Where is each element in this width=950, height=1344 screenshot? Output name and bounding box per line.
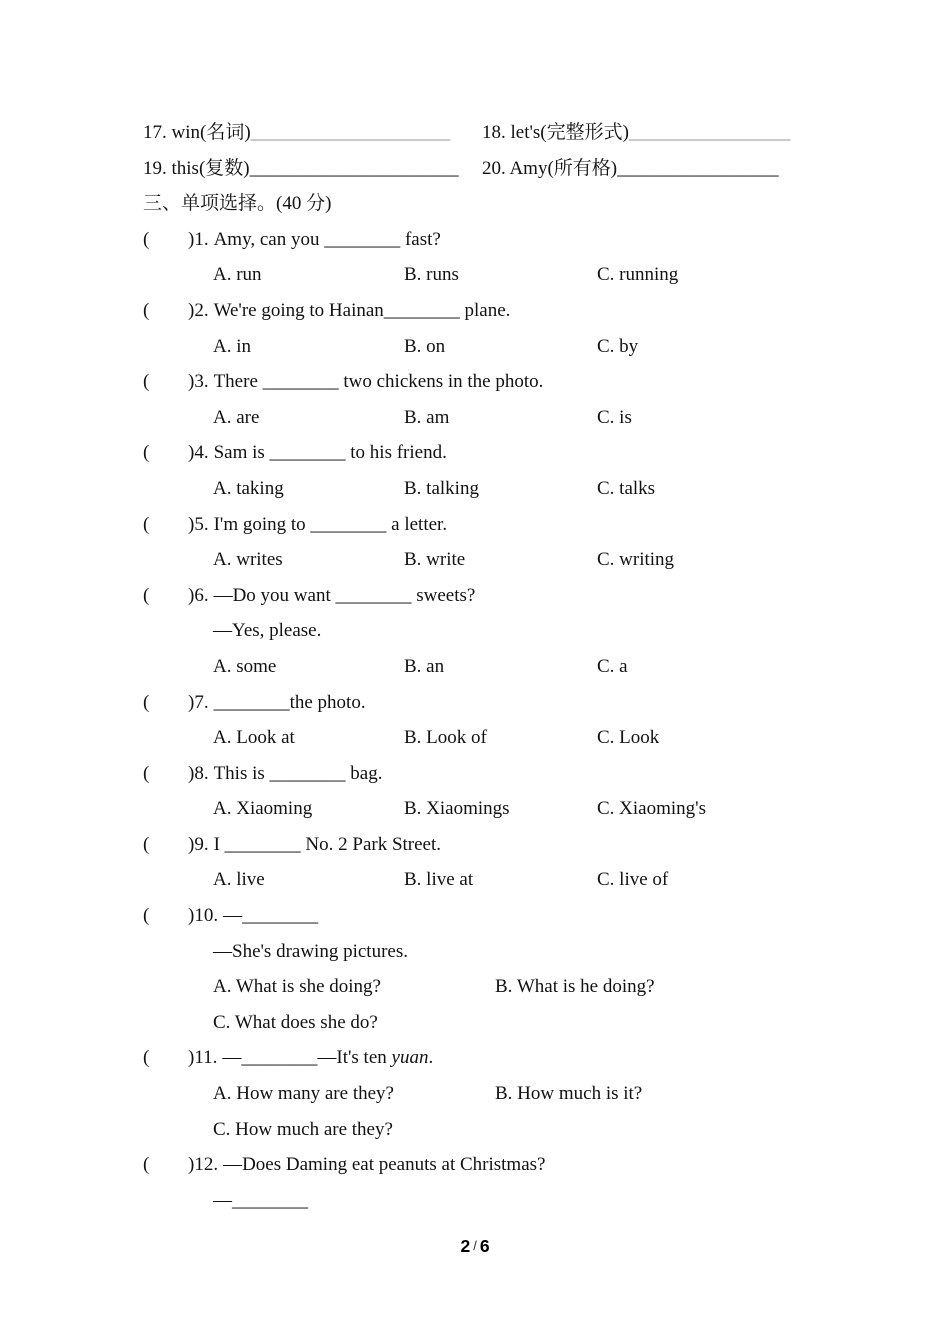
option-a: A. run (213, 264, 262, 286)
question-stem: —________ (223, 905, 319, 927)
page-current: 2 (460, 1236, 471, 1256)
word-item-label: 18. let's(完整形式) (482, 122, 629, 143)
option-b: B. talking (404, 477, 479, 499)
option-c: C. Look (597, 727, 660, 749)
question-8 (143, 756, 920, 827)
word-item-20 (482, 151, 920, 187)
answer-blank: _________________ (617, 157, 779, 179)
question-number: )10. (188, 905, 219, 927)
option-a: A. taking (213, 477, 284, 499)
word-item-label: 17. win(名词) (143, 122, 251, 143)
question-12 (143, 1147, 920, 1218)
option-b: B. Look of (404, 727, 487, 749)
option-b: B. runs (404, 264, 459, 286)
word-item-label: 20. Amy(所有格) (482, 157, 618, 179)
question-10 (143, 898, 920, 1040)
dialogue-reply: —Yes, please. (213, 620, 322, 642)
question-5 (143, 507, 920, 578)
dialogue-reply: —She's drawing pictures. (213, 940, 408, 962)
options-row (213, 329, 920, 365)
question-9 (143, 827, 920, 898)
answer-bracket: ( (143, 762, 150, 784)
question-stem: This is ________ bag. (213, 762, 383, 784)
question-stem: I'm going to ________ a letter. (213, 513, 448, 535)
question-11 (143, 1040, 920, 1147)
answer-blank: _________________ (628, 122, 791, 143)
option-c: C. Xiaoming's (597, 798, 706, 820)
answer-bracket: ( (143, 584, 150, 606)
word-item-label: 19. this(复数) (143, 157, 250, 179)
option-c: C. by (597, 335, 639, 357)
word-transform-section (143, 115, 920, 186)
option-c: C. a (597, 655, 628, 677)
option-b: B. What is he doing? (495, 976, 655, 998)
answer-bracket: ( (143, 1154, 150, 1176)
options-row (213, 257, 920, 293)
option-c: C. live of (597, 869, 669, 891)
answer-blank: _____________________ (250, 122, 451, 143)
question-number: )7. (188, 691, 209, 713)
answer-blank: ______________________ (249, 157, 459, 179)
option-a: A. writes (213, 549, 283, 571)
option-a: A. What is she doing? (213, 976, 381, 998)
option-c: C. How much are they? (213, 1118, 393, 1140)
question-7 (143, 685, 920, 756)
answer-bracket: ( (143, 833, 150, 855)
question-3 (143, 364, 920, 435)
options-row (213, 969, 920, 1005)
option-b: B. on (404, 335, 446, 357)
question-stem: Amy, can you ________ fast? (213, 228, 441, 250)
option-a: A. some (213, 655, 277, 677)
question-2 (143, 293, 920, 364)
options-row (213, 649, 920, 685)
options-row (213, 400, 920, 436)
options-row (213, 471, 920, 507)
option-c: C. writing (597, 549, 675, 571)
question-number: )5. (188, 513, 209, 535)
option-a: A. Look at (213, 727, 295, 749)
question-stem: There ________ two chickens in the photo. (213, 371, 544, 393)
word-item-18 (482, 115, 920, 151)
page-total: 6 (479, 1236, 490, 1256)
document-content (143, 115, 920, 1218)
answer-bracket: ( (143, 299, 150, 321)
question-stem: —Do you want ________ sweets? (213, 584, 476, 606)
question-number: )9. (188, 833, 209, 855)
question-stem: —Does Daming eat peanuts at Christmas? (223, 1154, 546, 1176)
word-item-17 (143, 115, 482, 151)
page-number (0, 1233, 950, 1261)
question-number: )12. (188, 1154, 219, 1176)
option-b: B. live at (404, 869, 474, 891)
page-separator: / (473, 1238, 477, 1253)
question-4 (143, 435, 920, 506)
option-b: B. am (404, 406, 450, 428)
question-number: )1. (188, 228, 209, 250)
options-row (213, 791, 920, 827)
option-b: B. How much is it? (495, 1083, 643, 1105)
question-number: )6. (188, 584, 209, 606)
options-row (213, 542, 920, 578)
question-stem-italic: yuan (391, 1047, 429, 1069)
answer-bracket: ( (143, 691, 150, 713)
option-c: C. is (597, 406, 632, 428)
question-6 (143, 578, 920, 685)
option-a: A. Xiaoming (213, 798, 313, 820)
question-stem-end: . (428, 1047, 434, 1069)
answer-bracket: ( (143, 442, 150, 464)
word-item-19 (143, 151, 482, 187)
option-b: B. write (404, 549, 466, 571)
option-c: C. What does she do? (213, 1011, 378, 1033)
option-c: C. running (597, 264, 679, 286)
question-number: )4. (188, 442, 209, 464)
dialogue-reply-blank: —________ (213, 1189, 308, 1211)
question-number: )11. (188, 1047, 218, 1069)
answer-bracket: ( (143, 1047, 150, 1069)
answer-bracket: ( (143, 371, 150, 393)
question-number: )2. (188, 299, 209, 321)
option-c: C. talks (597, 477, 656, 499)
question-stem: Sam is ________ to his friend. (213, 442, 447, 464)
option-a: A. How many are they? (213, 1083, 394, 1105)
option-a: A. are (213, 406, 260, 428)
answer-bracket: ( (143, 513, 150, 535)
options-row (213, 720, 920, 756)
options-row (213, 862, 920, 898)
option-b: B. an (404, 655, 445, 677)
question-stem: ________the photo. (213, 691, 366, 713)
option-b: B. Xiaomings (404, 798, 510, 820)
option-a: A. live (213, 869, 265, 891)
question-1 (143, 222, 920, 293)
answer-bracket: ( (143, 905, 150, 927)
option-a: A. in (213, 335, 251, 357)
question-stem: We're going to Hainan________ plane. (213, 299, 511, 321)
section-title: 三、单项选择。(40 分) (143, 193, 332, 215)
options-row (213, 1076, 920, 1112)
question-stem: —________—It's ten (222, 1047, 392, 1069)
question-number: )8. (188, 762, 209, 784)
answer-bracket: ( (143, 228, 150, 250)
question-stem: I ________ No. 2 Park Street. (213, 833, 442, 855)
question-number: )3. (188, 371, 209, 393)
